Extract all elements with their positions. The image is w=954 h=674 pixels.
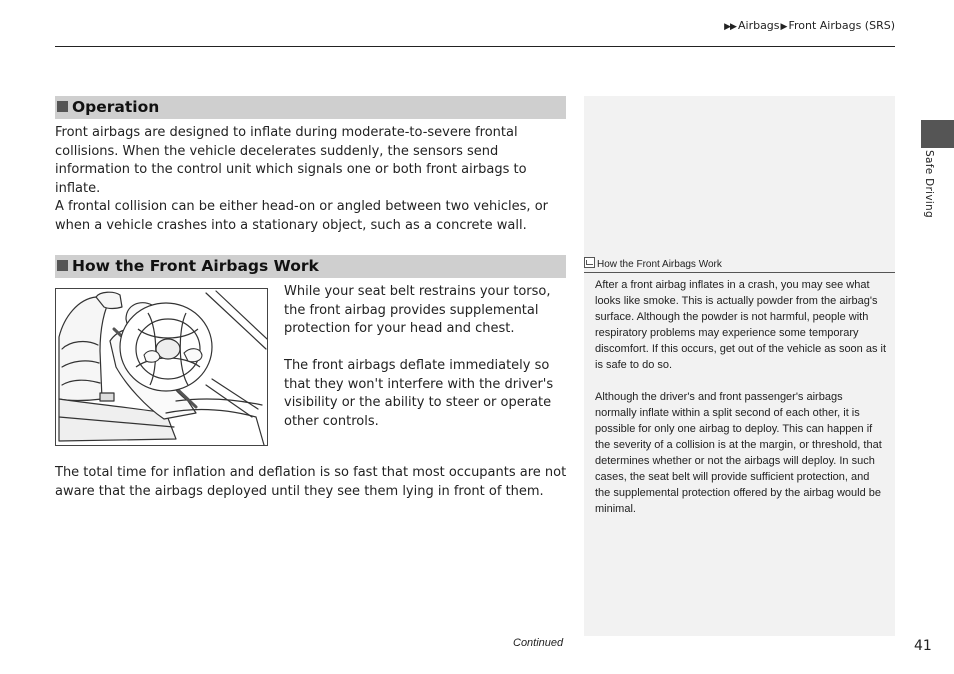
- side-note-paragraph-2: Although the driver's and front passenger's airbags normally inflate within a split second of each other, it is possible for only one airbag to deploy. This can happen if the severity of a collision is at the margin, or threshold, that determines whether or not the airbags will deploy. In such cases, the seat belt will provide sufficient protection, and the supplemental protection offered by the airbag would be minimal.: [595, 391, 882, 515]
- breadcrumb-item-front-airbags[interactable]: Front Airbags (SRS): [788, 19, 895, 32]
- section-heading-how-airbags-work-text: How the Front Airbags Work: [72, 257, 319, 275]
- side-note-heading-text: How the Front Airbags Work: [597, 259, 722, 270]
- section-heading-operation: [55, 96, 566, 119]
- section-heading-how-airbags-work: [55, 255, 566, 278]
- driver-airbag-icon: [56, 289, 267, 445]
- breadcrumb-item-airbags[interactable]: Airbags: [737, 19, 780, 32]
- how-airbags-work-paragraph-1: While your seat belt restrains your torso, the front airbag provides supplemental protection for your head and chest.: [284, 284, 551, 336]
- note-reference-icon: [584, 257, 595, 268]
- section-square-icon: [57, 101, 68, 112]
- breadcrumb: [724, 19, 895, 32]
- breadcrumb-separator-icon: ▶: [780, 22, 788, 32]
- side-note-paragraph-1: After a front airbag inflates in a crash, you may see what looks like smoke. This is actually powder from the airbag's surface. Although the powder is not harmful, people with respiratory problems may experience some temporary discomfort. If this occurs, get out of the vehicle as soon as it is safe to do so.: [595, 279, 887, 371]
- page-number: 41: [914, 638, 932, 654]
- side-note-heading: [584, 257, 895, 273]
- chapter-tab[interactable]: [921, 120, 954, 148]
- how-airbags-work-paragraph-2: The front airbags deflate immediately so that they won't interfere with the driver's visibility or the ability to steer or operate other controls.: [284, 358, 554, 429]
- section-heading-operation-text: Operation: [72, 98, 160, 116]
- continued-label: Continued: [513, 637, 564, 649]
- operation-paragraph-2: A frontal collision can be either head-on or angled between two vehicles, or when a vehicle crashes into a stationary object, such as a concrete wall.: [55, 199, 548, 233]
- section-square-icon: [57, 260, 68, 271]
- operation-paragraph-1: Front airbags are designed to inflate during moderate-to-severe frontal collisions. When the vehicle decelerates suddenly, the sensors send information to the control unit which signals one or both front airbags to inflate.: [55, 125, 527, 196]
- header-rule: [55, 46, 895, 47]
- breadcrumb-arrows-icon: ▶▶: [724, 22, 736, 32]
- chapter-tab-label: Safe Driving: [923, 150, 935, 218]
- how-airbags-work-closing-paragraph: The total time for inflation and deflation is so fast that most occupants are not aware that the airbags deployed until they see them lying in front of them.: [55, 465, 567, 499]
- airbag-deployment-illustration: [55, 288, 268, 446]
